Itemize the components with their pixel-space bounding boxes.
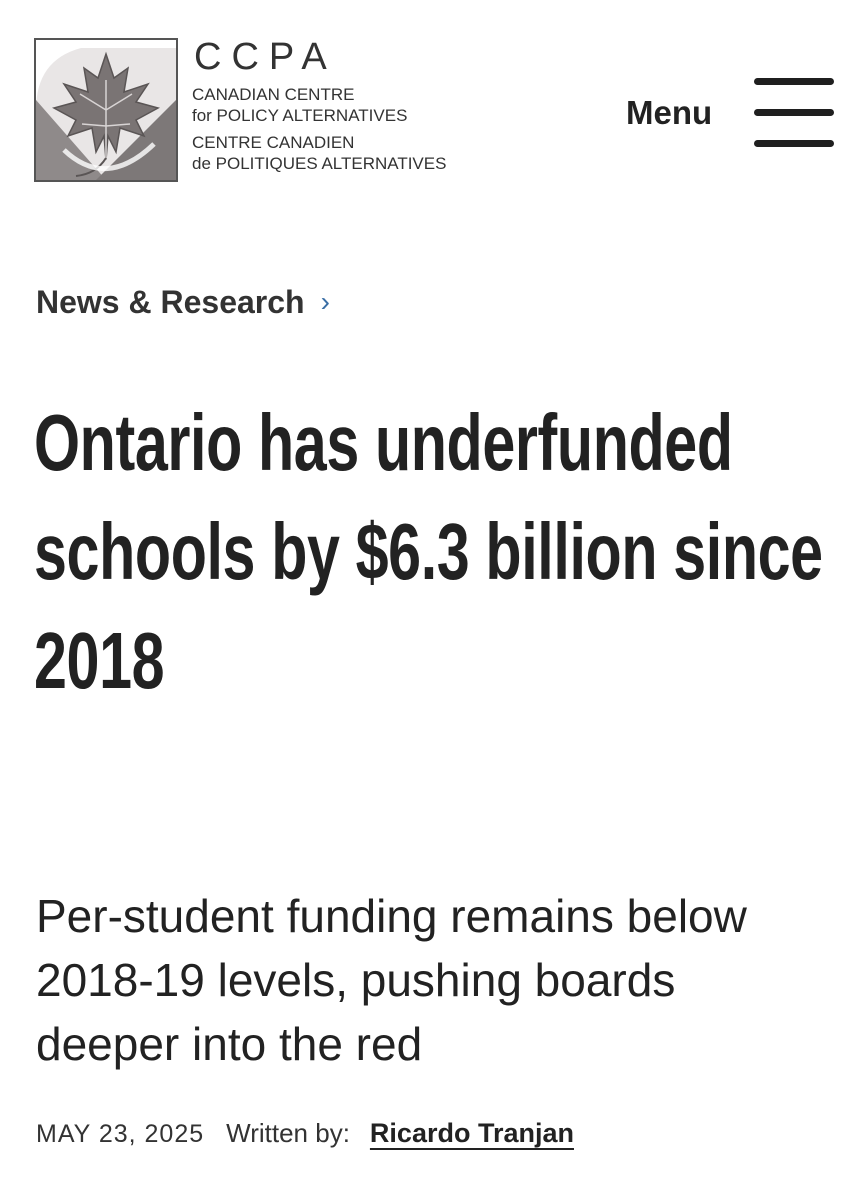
article-title: Ontario has underfunded schools by $6.3 billion since 2018 xyxy=(34,398,823,705)
publish-date: MAY 23, 2025 xyxy=(36,1120,205,1148)
site-header xyxy=(0,0,853,200)
maple-leaf-icon xyxy=(34,38,178,182)
menu-button[interactable] xyxy=(622,76,834,150)
article-meta xyxy=(36,1118,574,1158)
logo-acronym: CCPA xyxy=(194,36,337,78)
logo-name-en-line2: for POLICY ALTERNATIVES xyxy=(192,106,408,125)
written-by-label: Written by: xyxy=(226,1118,350,1148)
article-subtitle: Per-student funding remains below 2018-19 levels, pushing boards deeper into the red xyxy=(36,890,747,1070)
logo-wordmark xyxy=(192,38,492,174)
breadcrumb-label: News & Research xyxy=(36,283,305,320)
logo-name-fr-line1: CENTRE CANADIEN xyxy=(192,133,355,152)
breadcrumb-news-research[interactable] xyxy=(36,282,330,322)
author-link[interactable]: Ricardo Tranjan xyxy=(369,1118,574,1148)
hamburger-menu-icon xyxy=(754,78,834,148)
logo-name-fr-line2: de POLITIQUES ALTERNATIVES xyxy=(192,154,447,173)
ccpa-logo[interactable] xyxy=(34,38,474,188)
menu-label: Menu xyxy=(626,94,713,131)
logo-name-en-line1: CANADIAN CENTRE xyxy=(192,85,355,104)
chevron-right-icon: › xyxy=(320,286,330,317)
